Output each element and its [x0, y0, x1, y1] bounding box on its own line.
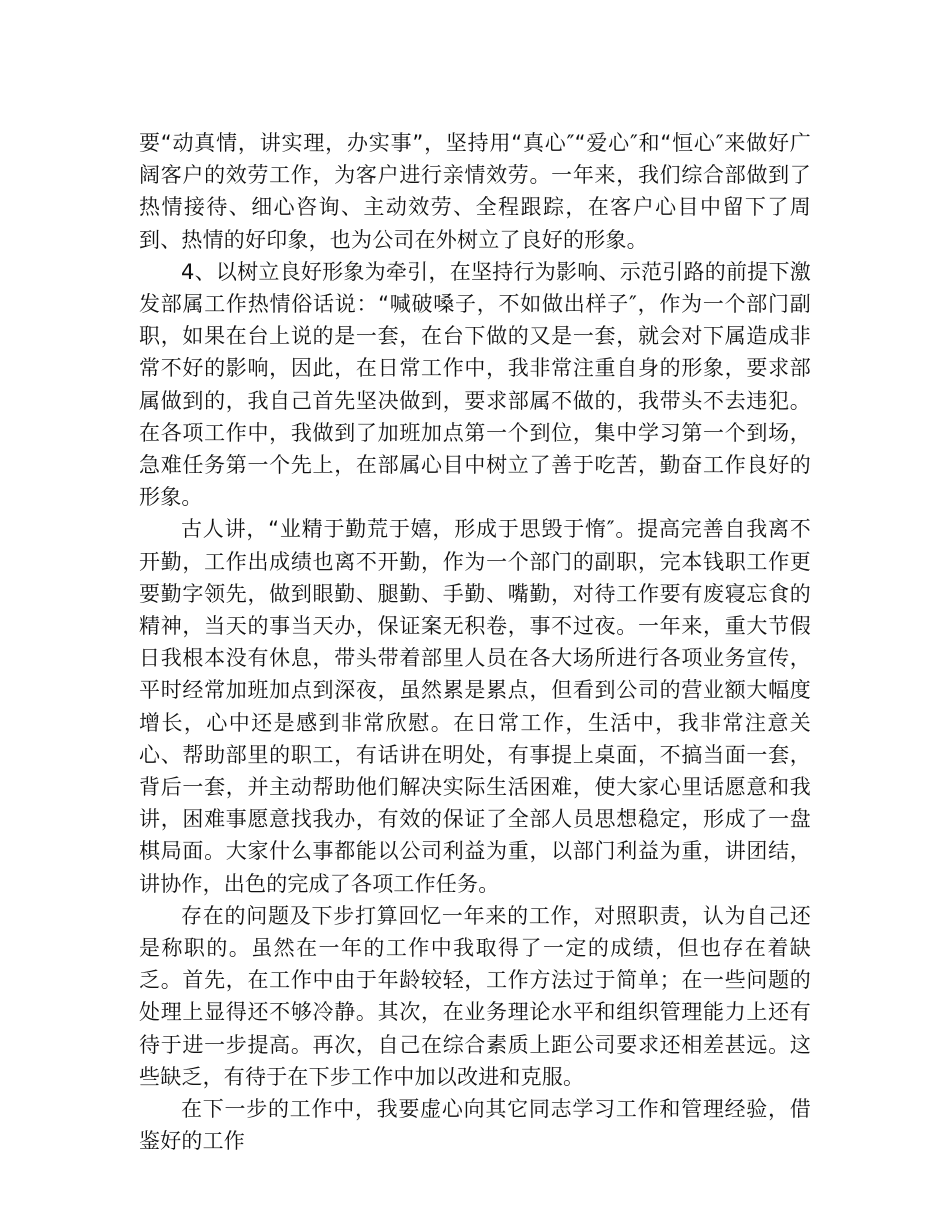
- paragraph-5: 在下一步的工作中，我要虚心向其它同志学习工作和管理经验，借鉴好的工作: [139, 1097, 811, 1154]
- paragraph-1: 要“动真情，讲实理，办实事”，坚持用“真心″“爱心″和“恒心″来做好广阔客户的效劳工作，为客户进行亲情效劳。一年来，我们综合部做到了热情接待、细心咨询、主动效劳、全程跟踪，在客户心目中留下了周到、热情的好印象，也为公司在外树立了良好的形象。: [139, 131, 811, 252]
- document-body: [139, 127, 811, 1158]
- paragraph-2: 4、以树立良好形象为牵引，在坚持行为影响、示范引路的前提下激发部属工作热情俗话说：“喊破嗓子，不如做出样子″，作为一个部门副职，如果在台上说的是一套，在台下做的又是一套，就会对下属造成非常不好的影响，因此，在日常工作中，我非常注重自身的形象，要求部属做到的，我自己首先坚决做到，要求部属不做的，我带头不去违犯。在各项工作中，我做到了加班加点第一个到位，集中学习第一个到场，急难任务第一个先上，在部属心目中树立了善于吃苦，勤奋工作良好的形象。: [139, 259, 811, 510]
- paragraph-3: 古人讲，“业精于勤荒于嬉，形成于思毁于惰″。提高完善自我离不开勤，工作出成绩也离不开勤，作为一个部门的副职，完本钱职工作更要勤字领先，做到眼勤、腿勤、手勤、嘴勤，对待工作要有废寝忘食的精神，当天的事当天办，保证案无积卷，事不过夜。一年来，重大节假日我根本没有休息，带头带着部里人员在各大场所进行各项业务宣传，平时经常加班加点到深夜，虽然累是累点，但看到公司的营业额大幅度增长，心中还是感到非常欣慰。在日常工作，生活中，我非常注意关心、帮助部里的职工，有话讲在明处，有事提上桌面，不搞当面一套，背后一套，并主动帮助他们解决实际生活困难，使大家心里话愿意和我讲，困难事愿意找我办，有效的保证了全部人员思想稳定，形成了一盘棋局面。大家什么事都能以公司利益为重，以部门利益为重，讲团结，讲协作，出色的完成了各项工作任务。: [139, 517, 811, 896]
- paragraph-4: 存在的问题及下步打算回忆一年来的工作，对照职责，认为自己还是称职的。虽然在一年的工作中我取得了一定的成绩，但也存在着缺乏。首先，在工作中由于年龄较轻，工作方法过于简单；在一些问题的处理上显得还不够冷静。其次，在业务理论水平和组织管理能力上还有待于进一步提高。再次，自己在综合素质上距公司要求还相差甚远。这些缺乏，有待于在下步工作中加以改进和克服。: [139, 903, 811, 1089]
